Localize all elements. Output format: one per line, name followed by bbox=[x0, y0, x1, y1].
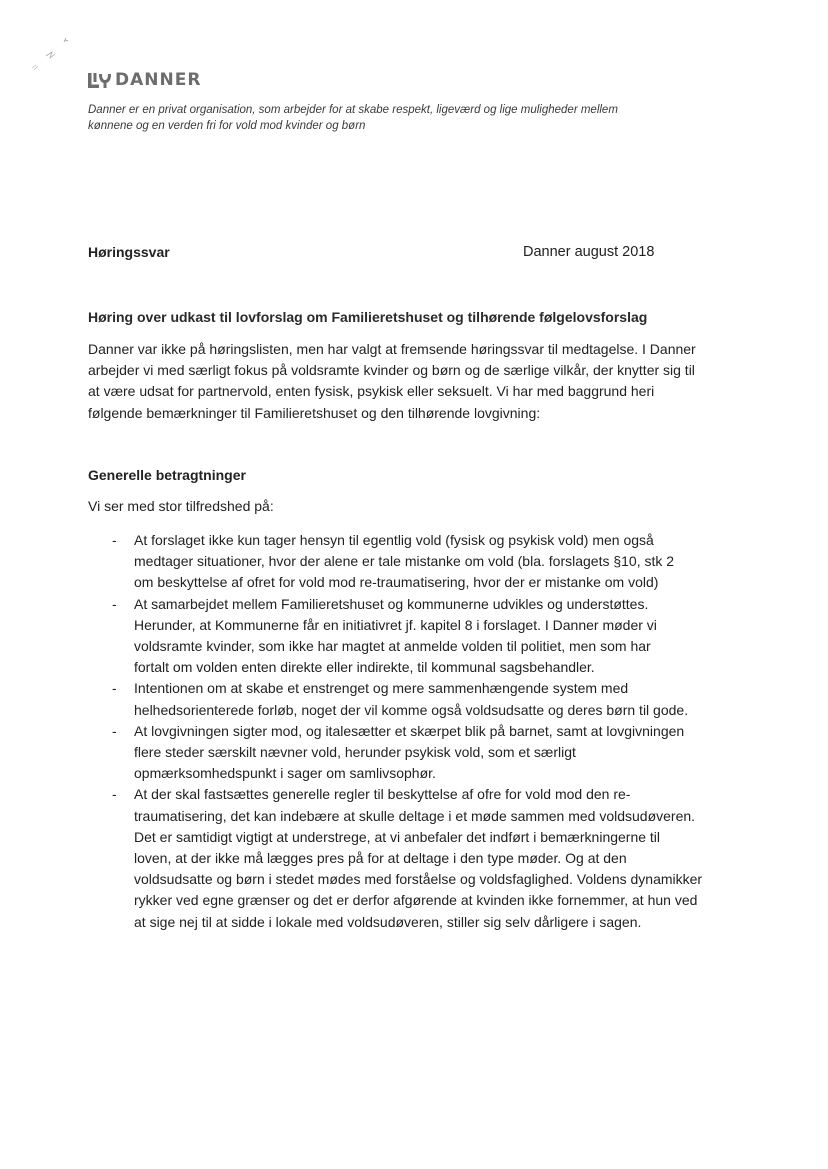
list-item-line: Intentionen om at skabe et enstrenget og mere sammenhængende system med bbox=[134, 680, 629, 697]
intro-paragraph bbox=[88, 339, 738, 424]
logo-text: DANNER bbox=[115, 70, 202, 90]
list-item-line: loven, at der ikke må lægges pres på for at deltage i den type møder. Og at den bbox=[134, 850, 627, 867]
list-item-line: Det er samtidigt vigtigt at understrege, at vi anbefaler det indført i bemærkningerne til bbox=[134, 828, 661, 845]
list-item-line: opmærksomhedspunkt i sager om samlivsophør. bbox=[134, 765, 436, 782]
bullet-dash: - bbox=[112, 786, 117, 803]
intro-line: at være udsat for partnervold, enten fysisk, psykisk eller seksuelt. Vi har med baggrund heri bbox=[88, 383, 655, 400]
list-item bbox=[112, 721, 742, 785]
bullet-dash: - bbox=[112, 680, 117, 697]
list-item bbox=[112, 784, 742, 932]
intro-line: arbejder vi med særligt fokus på voldsramte kvinder og børn og de særlige vilkår, der knytter sig til bbox=[88, 362, 695, 379]
list-item-line: at sige nej til at sidde i lokale med voldsudøveren, stiller sig selv dårligere i sagen. bbox=[134, 913, 642, 930]
list-item-line: helhedsorienterede forløb, noget der vil komme også voldsudsatte og deres børn til gode. bbox=[134, 701, 689, 718]
intro-line: følgende bemærkninger til Familieretshuset og den tilhørende lovgivning: bbox=[88, 404, 541, 421]
bullet-list bbox=[112, 530, 742, 933]
list-item bbox=[112, 594, 742, 679]
danner-logo-icon bbox=[88, 72, 114, 89]
section-heading: Generelle betragtninger bbox=[88, 467, 246, 483]
list-item-line: flere steder særskilt nævner vold, herunder psykisk vold, som et særligt bbox=[134, 744, 576, 761]
bullet-dash: - bbox=[112, 532, 117, 548]
intro-line: Danner var ikke på høringslisten, men har valgt at fremsende høringssvar til medtagelse. I Danner bbox=[88, 341, 696, 357]
bullet-dash: - bbox=[112, 595, 117, 612]
list-item-line: voldsudsatte og børn i stedet mødes med forståelse og voldsfaglighed. Voldens dynamikker bbox=[134, 871, 703, 888]
handwritten-mark bbox=[28, 34, 74, 74]
list-item-line: traumatisering, det kan indebære at skulle deltage i et møde sammen med voldsudøveren. bbox=[134, 807, 696, 824]
list-item-line: om beskyttelse af ofret for vold mod re-traumatisering, hvor der er mistanke om vold) bbox=[134, 574, 659, 591]
list-item-line: medtager situationer, hvor der alene er tale mistanke om vold (bla. forslagets §10, stk 2 bbox=[134, 553, 675, 570]
tagline-line: Danner er en privat organisation, som arbejder for at skabe respekt, ligeværd og lige muligheder mellem bbox=[88, 104, 618, 116]
list-item-line: rykker ved egne grænser og det er derfor afgørende at kvinden ikke fornemmer, at hun ved bbox=[134, 892, 698, 909]
document-type: Høringssvar bbox=[88, 244, 170, 260]
danner-logo bbox=[88, 72, 201, 89]
tagline bbox=[88, 102, 708, 134]
list-item-line: At der skal fastsættes generelle regler til beskyttelse af ofre for vold mod den re- bbox=[134, 786, 631, 803]
document-title: Høring over udkast til lovforslag om Familieretshuset og tilhørende følgelovsforslag bbox=[88, 309, 648, 325]
tagline-line: kønnene og en verden fri for vold mod kvinder og børn bbox=[88, 120, 366, 132]
list-item bbox=[112, 530, 742, 594]
list-item-line: Herunder, at Kommunerne får en initiativret jf. kapitel 8 i forslaget. I Danner møder vi bbox=[134, 616, 657, 633]
list-item bbox=[112, 678, 742, 720]
list-item-line: voldsramte kvinder, som ikke har magtet at anmelde volden til politiet, men som har bbox=[134, 638, 651, 655]
list-item-line: At lovgivningen sigter mod, og italesætter et skærpet blik på barnet, samt at lovgivningen bbox=[134, 722, 685, 739]
bullet-dash: - bbox=[112, 722, 117, 739]
list-item-line: At forslaget ikke kun tager hensyn til egentlig vold (fysisk og psykisk vold) men også bbox=[134, 532, 654, 548]
document-date: Danner august 2018 bbox=[523, 244, 655, 260]
list-item-line: fortalt om volden enten direkte eller indirekte, til kommunal sagsbehandler. bbox=[134, 659, 595, 676]
list-item-line: At samarbejdet mellem Familieretshuset og kommunerne udvikles og understøttes. bbox=[134, 595, 649, 612]
section-lead: Vi ser med stor tilfredshed på: bbox=[88, 498, 274, 514]
